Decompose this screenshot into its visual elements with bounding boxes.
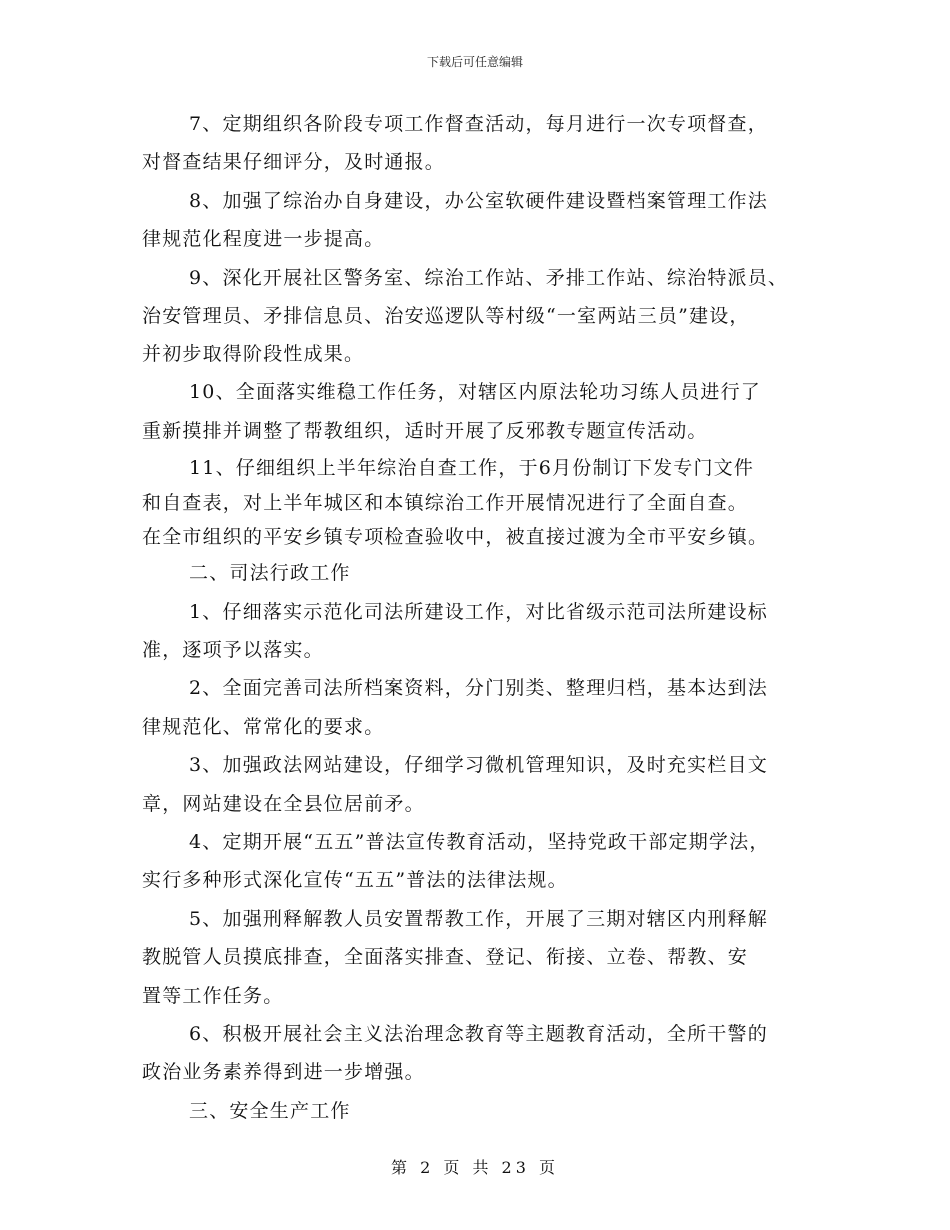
- paragraph-line: 实行多种形式深化宣传“五五”普法的法律法规。: [142, 869, 568, 891]
- paragraph-line: 和自查表，对上半年城区和本镇综治工作开展情况进行了全面自查。: [142, 492, 749, 514]
- page-footer: 第 2 页 共 23 页: [391, 1158, 559, 1177]
- paragraph-line: 教脱管人员摸底排查，全面落实排查、登记、衔接、立卷、帮教、安: [142, 946, 749, 968]
- paragraph-line: 7、定期组织各阶段专项工作督查活动，每月进行一次专项督查，: [189, 113, 768, 135]
- paragraph-line: 治安管理员、矛排信息员、治安巡逻队等村级“一室两站三员”建设，: [142, 305, 750, 327]
- paragraph-line: 置等工作任务。: [142, 985, 284, 1007]
- paragraph-line: 1、仔细落实示范化司法所建设工作，对比省级示范司法所建设标: [189, 601, 768, 623]
- paragraph-line: 8、加强了综治办自身建设，办公室软硬件建设暨档案管理工作法: [189, 190, 768, 212]
- paragraph-line: 政治业务素养得到进一步增强。: [142, 1061, 425, 1083]
- paragraph-line: 10、全面落实维稳工作任务，对辖区内原法轮功习练人员进行了: [189, 381, 761, 403]
- section-heading: 二、司法行政工作: [189, 562, 351, 584]
- paragraph-line: 律规范化、常常化的要求。: [142, 716, 385, 738]
- paragraph-line: 重新摸排并调整了帮教组织，适时开展了反邪教专题宣传活动。: [142, 420, 708, 442]
- paragraph-line: 2、全面完善司法所档案资料，分门别类、整理归档，基本达到法: [189, 677, 768, 699]
- section-heading: 三、安全生产工作: [189, 1100, 351, 1122]
- paragraph-line: 在全市组织的平安乡镇专项检查验收中，被直接过渡为全市平安乡镇。: [142, 526, 769, 548]
- paragraph-line: 5、加强刑释解教人员安置帮教工作，开展了三期对辖区内刑释解: [189, 908, 768, 930]
- paragraph-line: 律规范化程度进一步提高。: [142, 228, 385, 250]
- paragraph-line: 6、积极开展社会主义法治理念教育等主题教育活动，全所干警的: [189, 1023, 768, 1045]
- paragraph-line: 对督查结果仔细评分，及时通报。: [142, 151, 446, 173]
- paragraph-line: 9、深化开展社区警务室、综治工作站、矛排工作站、综治特派员、: [189, 267, 789, 289]
- page-header: 下载后可任意编辑: [426, 55, 523, 69]
- paragraph-line: 章，网站建设在全县位居前矛。: [142, 793, 425, 815]
- paragraph-line: 准，逐项予以落实。: [142, 639, 324, 661]
- paragraph-line: 11、仔细组织上半年综治自查工作，于6月份制订下发专门文件: [189, 457, 755, 479]
- paragraph-line: 4、定期开展“五五”普法宣传教育活动，坚持党政干部定期学法，: [189, 831, 770, 853]
- paragraph-line: 3、加强政法网站建设，仔细学习微机管理知识，及时充实栏目文: [189, 754, 768, 776]
- paragraph-line: 并初步取得阶段性成果。: [142, 343, 365, 365]
